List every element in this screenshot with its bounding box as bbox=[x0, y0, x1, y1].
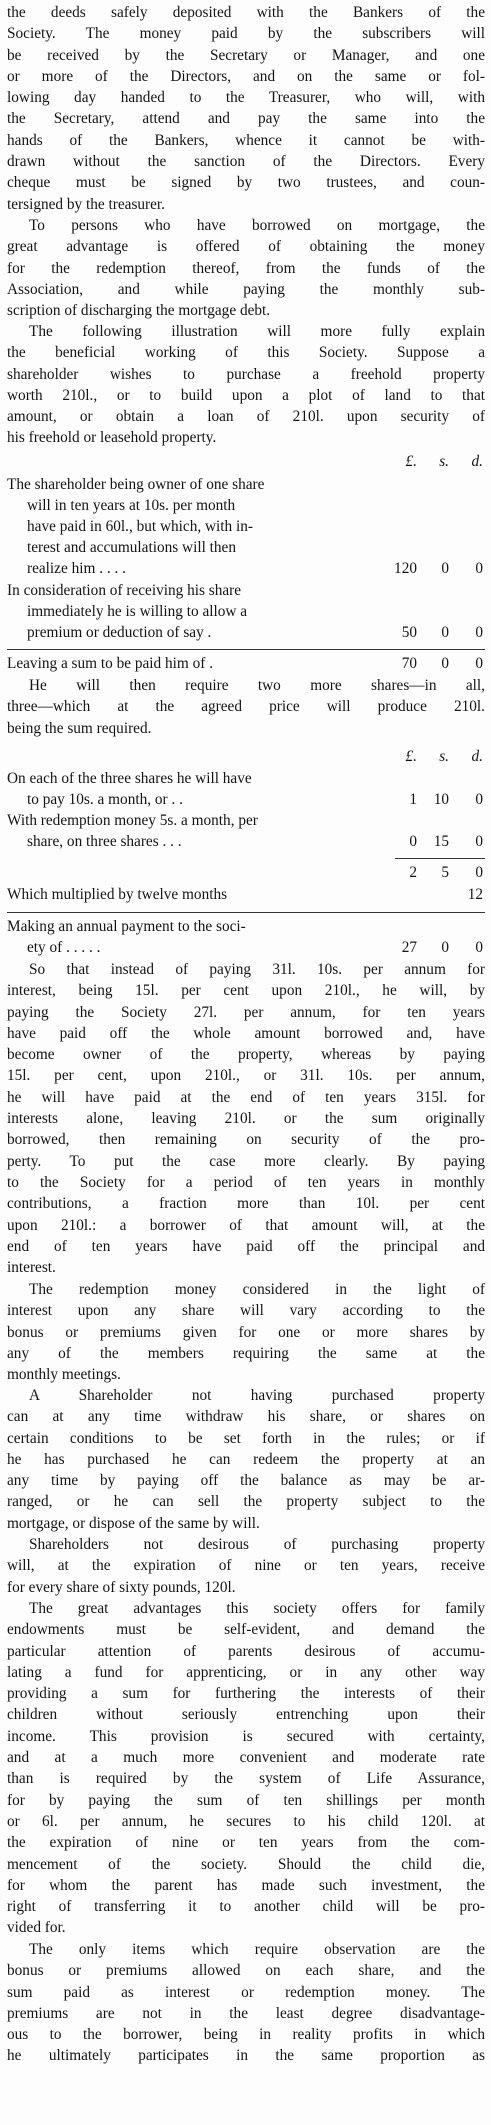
text-line: drawn without the sanction of the Directors. Every bbox=[7, 153, 485, 171]
table-row-multiplied: Which multiplied by twelve months 12 bbox=[7, 884, 485, 905]
text-line: lating a fund for apprenticing, or in any other way bbox=[7, 1663, 485, 1681]
pence-header: d. bbox=[471, 748, 483, 765]
pence-value: 0 bbox=[475, 560, 483, 577]
text-line: hands of the Bankers, whence it cannot be with- bbox=[7, 131, 485, 149]
shillings-value: 0 bbox=[441, 624, 449, 641]
text-line: have paid off the whole amount borrowed and, have bbox=[7, 1024, 485, 1042]
text-line: bonus or premiums allowed on each share, and the bbox=[7, 1962, 485, 1980]
text-line: great advantage is offered of obtaining the money bbox=[7, 238, 485, 256]
divider bbox=[7, 649, 485, 650]
text-line: interest upon any share will vary according to the bbox=[7, 1302, 485, 1320]
shillings-value: 15 bbox=[433, 833, 449, 850]
table-row-annual: ety of . . . . . 27 0 0 bbox=[7, 937, 485, 958]
text-line: upon 210l.: a borrower of that amount will, at the bbox=[7, 1216, 485, 1234]
text-line: interests alone, leaving 210l. or the sum originally bbox=[7, 1110, 485, 1128]
multiplier-value: 12 bbox=[467, 886, 483, 903]
currency-header-row bbox=[7, 746, 485, 767]
text-line: the expiration of nine or ten years from the com- bbox=[7, 1834, 485, 1852]
currency-header-row bbox=[7, 451, 485, 472]
text-line: for every share of sixty pounds, 120l. bbox=[7, 1578, 236, 1596]
text-line: particular attention of parents desirous of accumu- bbox=[7, 1642, 485, 1660]
pounds-value: 1 bbox=[409, 791, 417, 808]
text-line: interest. bbox=[7, 1259, 56, 1277]
text-line: ous to the borrower, being in reality profits in which bbox=[7, 2026, 485, 2044]
text-line: The only items which require observation are the bbox=[29, 1941, 485, 1958]
text-line: sum paid as interest or redemption money. The bbox=[7, 1983, 485, 2001]
shillings-header: s. bbox=[439, 748, 449, 765]
text-line: three—which at the agreed price will produce 210l. bbox=[7, 698, 485, 716]
paragraph-illustration bbox=[7, 321, 485, 449]
text-line: for whom the parent has made such investment, the bbox=[7, 1876, 485, 1894]
shillings-value: 10 bbox=[433, 791, 449, 808]
text-line: he ultimately participates in the same proportion as bbox=[7, 2047, 485, 2065]
text-line: paying the Society 27l. per annum, for ten years bbox=[7, 1003, 485, 1021]
text-line: for by paying the sum of ten shillings per month bbox=[7, 1791, 485, 1809]
pounds-value: 120 bbox=[394, 560, 417, 577]
text-line: shareholder wishes to purchase a freehold property bbox=[7, 365, 485, 383]
text-line: premiums are not in the least degree disadvantage- bbox=[7, 2004, 485, 2022]
table-row-text: will in ten years at 10s. per month bbox=[27, 497, 236, 514]
text-line: for the redemption thereof, from the funds of the bbox=[7, 259, 485, 277]
text-line: endowments must be self-evident, and demand the bbox=[7, 1621, 485, 1639]
shillings-value: 0 bbox=[441, 655, 449, 672]
text-line: interest, being 15l. per cent upon 210l., he will, by bbox=[7, 982, 485, 1000]
table-row-premium: premium or deduction of say . 50 0 0 bbox=[7, 622, 485, 643]
text-line: or 6l. per annum, he secures to his child 120l. at bbox=[7, 1812, 485, 1830]
pence-value: 0 bbox=[475, 864, 483, 881]
shillings-value: 0 bbox=[441, 560, 449, 577]
text-line: worth 210l., or to build upon a plot of land to that bbox=[7, 386, 485, 404]
shillings-value: 5 bbox=[441, 864, 449, 881]
text-line: bonus or premiums given for one or more shares by bbox=[7, 1323, 485, 1341]
pounds-value: 2 bbox=[409, 864, 417, 881]
pounds-value: 27 bbox=[401, 939, 417, 956]
text-line: The redemption money considered in the light of bbox=[29, 1281, 485, 1298]
text-line: amount, or obtain a loan of 210l. upon security of bbox=[7, 408, 485, 426]
text-line: He will then require two more shares—in all, bbox=[29, 677, 485, 694]
table-row-text: terest and accumulations will then bbox=[27, 539, 236, 556]
table-row-realize: realize him . . . . 120 0 0 bbox=[7, 558, 485, 579]
divider bbox=[395, 858, 485, 859]
table-row-text: On each of the three shares he will have bbox=[7, 770, 252, 787]
pounds-header: £. bbox=[405, 748, 417, 765]
pence-value: 0 bbox=[475, 791, 483, 808]
text-line: he has purchased he can redeem the property at an bbox=[7, 1450, 485, 1468]
text-line: or more of the Directors, and on the same or fol- bbox=[7, 67, 485, 85]
text-line: lowing day handed to the Treasurer, who will, with bbox=[7, 89, 485, 107]
text-line: his freehold or leasehold property. bbox=[7, 429, 217, 447]
paragraph-deeds-deposited bbox=[7, 2, 485, 215]
text-line: any of the members requiring the same at the bbox=[7, 1344, 485, 1362]
table-row-subtotal bbox=[7, 862, 485, 883]
text-line: and at a much more convenient and moderate rate bbox=[7, 1749, 485, 1767]
pence-value: 0 bbox=[475, 939, 483, 956]
text-line: than is required by the system of Life Assurance, bbox=[7, 1770, 485, 1788]
text-line: Shareholders not desirous of purchasing property bbox=[29, 1536, 485, 1553]
table-row-text: In consideration of receiving his share bbox=[7, 582, 242, 599]
text-line: Association, and while paying the monthly sub- bbox=[7, 280, 485, 298]
paragraph-family-endowments bbox=[7, 1598, 485, 1939]
table-row-leaving: Leaving a sum to be paid him of . 70 0 0 bbox=[7, 653, 485, 674]
table-row-monthly: to pay 10s. a month, or . . 1 10 0 bbox=[7, 789, 485, 810]
text-line: tersigned by the treasurer. bbox=[7, 195, 166, 213]
text-line: perty. To put the case more clearly. By paying bbox=[7, 1152, 485, 1170]
paragraph-two-more-shares bbox=[7, 675, 485, 739]
text-line: become owner of the property, whereas by paying bbox=[7, 1046, 485, 1064]
text-line: to the Society for a period of ten years in monthly bbox=[7, 1173, 485, 1191]
pounds-header: £. bbox=[405, 453, 417, 470]
pence-header: d. bbox=[471, 453, 483, 470]
text-line: income. This provision is secured with certainty, bbox=[7, 1727, 485, 1745]
paragraph-instead-of-paying bbox=[7, 959, 485, 1278]
text-line: vided for. bbox=[7, 1919, 66, 1937]
pounds-value: 50 bbox=[401, 624, 417, 641]
text-line: be received by the Secretary or Manager, and one bbox=[7, 46, 485, 64]
table-row-text: The shareholder being owner of one share bbox=[7, 476, 265, 493]
text-line: the beneficial working of this Society. Suppose a bbox=[7, 344, 485, 362]
shillings-header: s. bbox=[439, 453, 449, 470]
text-line: scription of discharging the mortgage debt. bbox=[7, 302, 271, 320]
text-line: will, at the expiration of nine or ten years, receive bbox=[7, 1557, 485, 1575]
text-line: certain conditions to be set forth in the rules; or if bbox=[7, 1429, 485, 1447]
text-line: being the sum required. bbox=[7, 719, 152, 737]
text-line: any time by paying off the balance as may be ar- bbox=[7, 1472, 485, 1490]
paragraph-redemption-money bbox=[7, 1279, 485, 1385]
paragraph-not-purchasing bbox=[7, 1534, 485, 1598]
text-line: children without seriously entrenching upon their bbox=[7, 1706, 485, 1724]
text-line: 15l. per cent, upon 210l., or 31l. 10s. per annum, bbox=[7, 1067, 485, 1085]
pence-value: 0 bbox=[475, 833, 483, 850]
text-line: borrowed, then remaining on security of the pro- bbox=[7, 1131, 485, 1149]
paragraph-only-items bbox=[7, 1939, 485, 2067]
text-line: To persons who have borrowed on mortgage, the bbox=[29, 217, 485, 234]
table-row-text: With redemption money 5s. a month, per bbox=[7, 812, 258, 829]
table-row-text: have paid in 60l., but which, with in- bbox=[27, 518, 254, 535]
text-line: So that instead of paying 31l. 10s. per annum for bbox=[29, 961, 485, 978]
text-line: Society. The money paid by the subscribers will bbox=[7, 25, 485, 43]
shillings-value: 0 bbox=[441, 939, 449, 956]
text-line: The following illustration will more fully explain bbox=[29, 323, 485, 340]
text-line: A Shareholder not having purchased property bbox=[29, 1387, 485, 1404]
text-line: The great advantages this society offers for family bbox=[29, 1600, 485, 1617]
paragraph-mortgage-advantage bbox=[7, 215, 485, 321]
text-line: the deeds safely deposited with the Bankers of the bbox=[7, 4, 485, 21]
text-line: ranged, or he can sell the property subject to the bbox=[7, 1493, 485, 1511]
text-line: right of transferring it to another child will be pro- bbox=[7, 1898, 485, 1916]
text-line: end of ten years have paid off the principal and bbox=[7, 1237, 485, 1255]
divider bbox=[7, 912, 485, 913]
pounds-value: 70 bbox=[401, 655, 417, 672]
table-row-text: immediately he is willing to allow a bbox=[27, 603, 248, 620]
text-line: the Secretary, attend and pay the same into the bbox=[7, 110, 485, 128]
text-line: cheque must be signed by two trustees, and coun- bbox=[7, 174, 485, 192]
text-line: mortgage, or dispose of the same by will. bbox=[7, 1514, 260, 1532]
text-line: providing a sum for furthering the interests of their bbox=[7, 1685, 485, 1703]
pence-value: 0 bbox=[475, 624, 483, 641]
text-line: mencement of the society. Should the child die, bbox=[7, 1855, 485, 1873]
text-line: contributions, a fraction more than 10l. per cent bbox=[7, 1195, 485, 1213]
pounds-value: 0 bbox=[409, 833, 417, 850]
pence-value: 0 bbox=[475, 655, 483, 672]
paragraph-withdraw-share bbox=[7, 1385, 485, 1534]
text-line: can at any time withdraw his share, or shares on bbox=[7, 1408, 485, 1426]
table-row-text: Making an annual payment to the soci- bbox=[7, 918, 246, 935]
text-line: monthly meetings. bbox=[7, 1366, 121, 1384]
text-line: he will have paid at the end of ten years 315l. for bbox=[7, 1088, 485, 1106]
table-row-redemption: share, on three shares . . . 0 15 0 bbox=[7, 831, 485, 852]
